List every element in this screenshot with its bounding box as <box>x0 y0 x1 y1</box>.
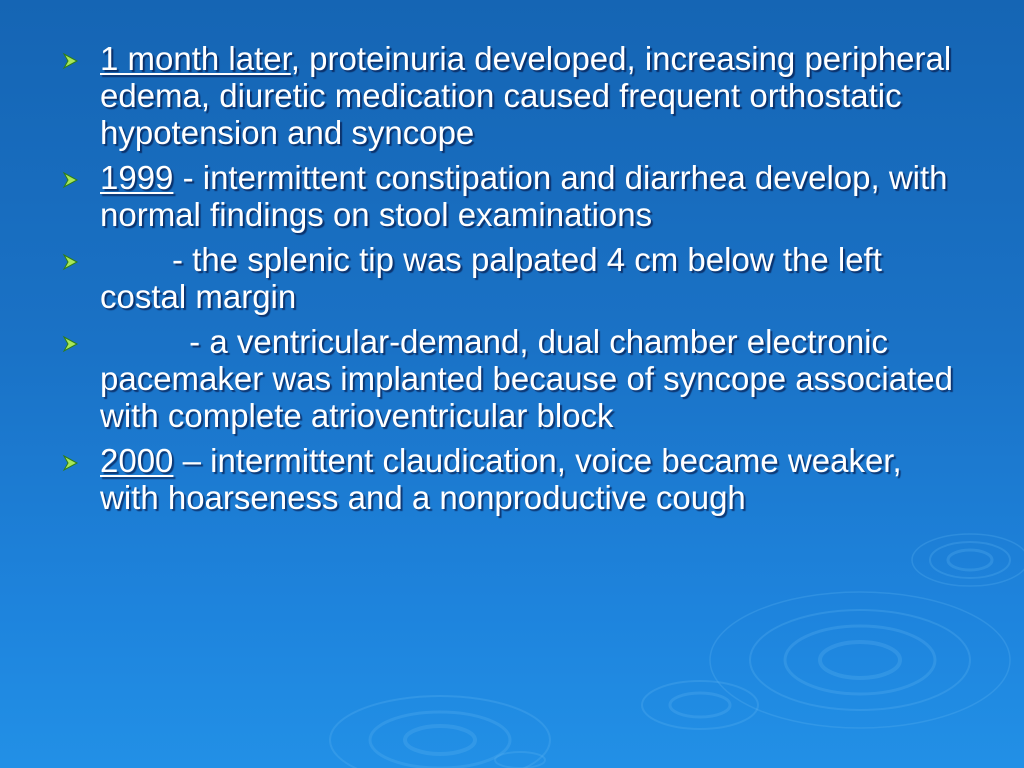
bullet-text: - a ventricular-demand, dual chamber electronic pacemaker was implanted because of syncope associated with complete atrioventricular block <box>100 323 953 434</box>
bullet-item <box>62 40 962 151</box>
bullet-lead: 1999 <box>100 159 174 196</box>
bullet-text: , proteinuria developed, increasing peripheral edema, diuretic medication caused frequent orthostatic hypotension and syncope <box>100 40 952 151</box>
bullet-item <box>62 241 962 315</box>
chevron-arrow-icon <box>62 335 80 353</box>
bullet-item <box>62 323 962 434</box>
bullet-lead: 2000 <box>100 442 174 479</box>
bullet-list <box>62 40 962 524</box>
chevron-arrow-icon <box>62 454 80 472</box>
bullet-item <box>62 442 962 516</box>
bullet-item <box>62 159 962 233</box>
bullet-lead: 1 month later <box>100 40 291 77</box>
bullet-text: – intermittent claudication, voice became weaker, with hoarseness and a nonproductive cough <box>100 442 902 516</box>
chevron-arrow-icon <box>62 171 80 189</box>
chevron-arrow-icon <box>62 52 80 70</box>
bullet-text: - the splenic tip was palpated 4 cm below the left costal margin <box>100 241 882 315</box>
chevron-arrow-icon <box>62 253 80 271</box>
bullet-text: - intermittent constipation and diarrhea develop, with normal findings on stool examinations <box>100 159 948 233</box>
